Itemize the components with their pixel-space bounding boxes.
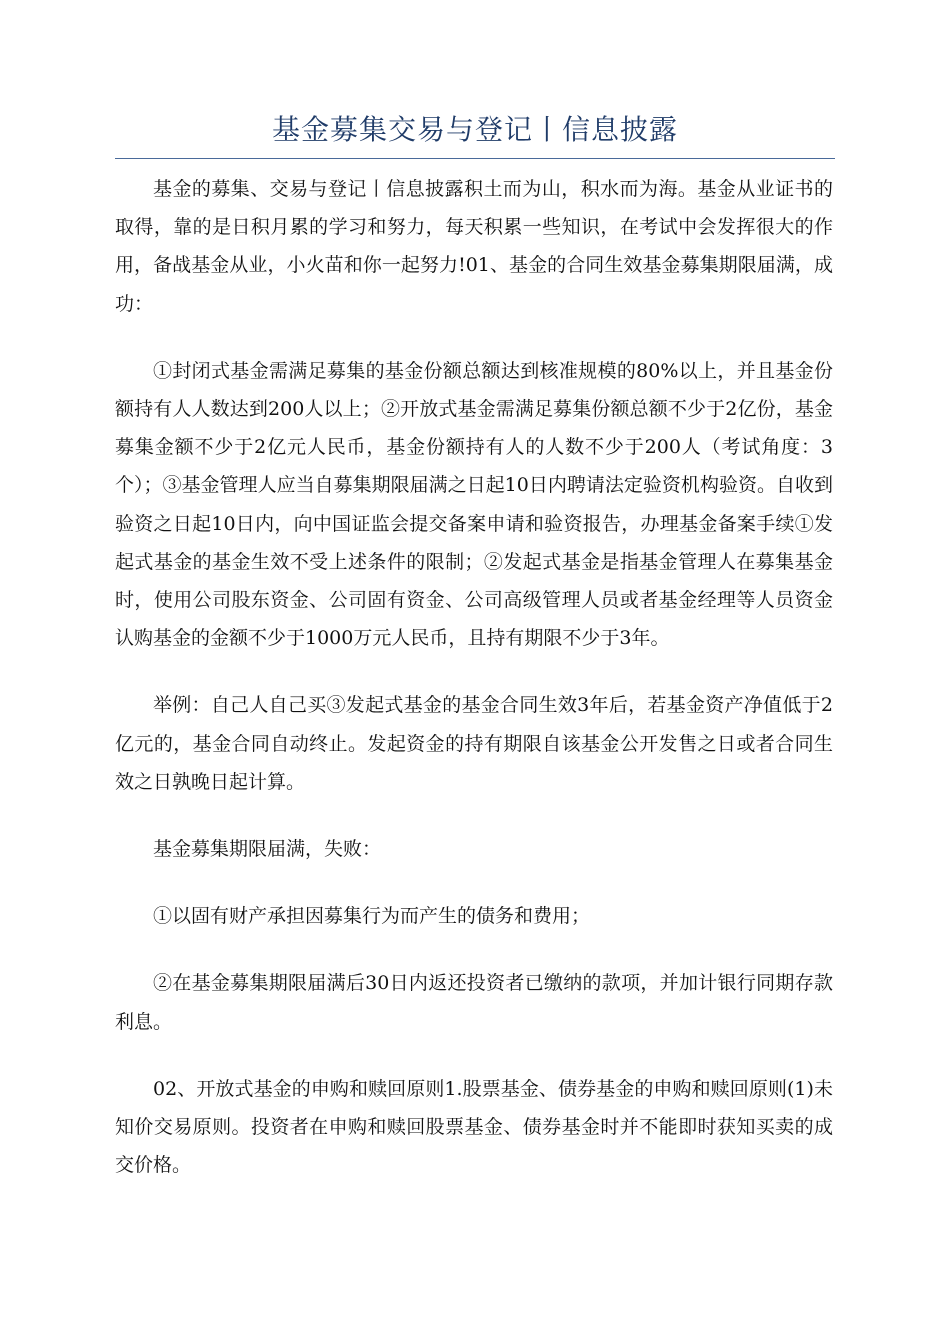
paragraph-intro: 基金的募集、交易与登记丨信息披露积土而为山，积水而为海。基金从业证书的取得，靠的是日积月累的学习和努力，每天积累一些知识，在考试中会发挥很大的作用，备战基金从业，小火苗和你一起努力!01、基金的合同生效基金募集期限届满，成功： — [115, 178, 833, 315]
paragraph-failure-item-1: ①以固有财产承担因募集行为而产生的债务和费用； — [153, 905, 591, 928]
paragraph-example: 举例：自己人自己买③发起式基金的基金合同生效3年后，若基金资产净值低于2亿元的，基金合同自动终止。发起资金的持有期限自该基金公开发售之日或者合同生效之日孰晚日起计算。 — [115, 694, 833, 793]
paragraph-success-conditions: ①封闭式基金需满足募集的基金份额总额达到核准规模的80%以上，并且基金份额持有人人数达到200人以上；②开放式基金需满足募集份额总额不少于2亿份，基金募集金额不少于2亿元人民币，基金份额持有人的人数不少于200人（考试角度：3个）；③基金管理人应当自募集期限届满之日起10日内聘请法定验资机构验资。自收到验资之日起10日内，向中国证监会提交备案申请和验资报告，办理基金备案手续①发起式基金的基金生效不受上述条件的限制；②发起式基金是指基金管理人在募集基金时，使用公司股东资金、公司固有资金、公司高级管理人员或者基金经理等人员资金认购基金的金额不少于1000万元人民币，且持有期限不少于3年。 — [115, 359, 833, 650]
document-title: 基金募集交易与登记丨信息披露 — [271, 113, 678, 146]
document-body — [115, 170, 833, 1213]
paragraph-failure-item-2: ②在基金募集期限届满后30日内返还投资者已缴纳的款项，并加计银行同期存款利息。 — [115, 972, 833, 1033]
paragraph-subscription-principles: 02、开放式基金的申购和赎回原则1.股票基金、债券基金的申购和赎回原则(1)未知价交易原则。投资者在申购和赎回股票基金、债券基金时并不能即时获知买卖的成交价格。 — [115, 1077, 833, 1177]
title-block — [115, 110, 835, 159]
paragraph-failure-heading: 基金募集期限届满，失败： — [153, 838, 382, 861]
